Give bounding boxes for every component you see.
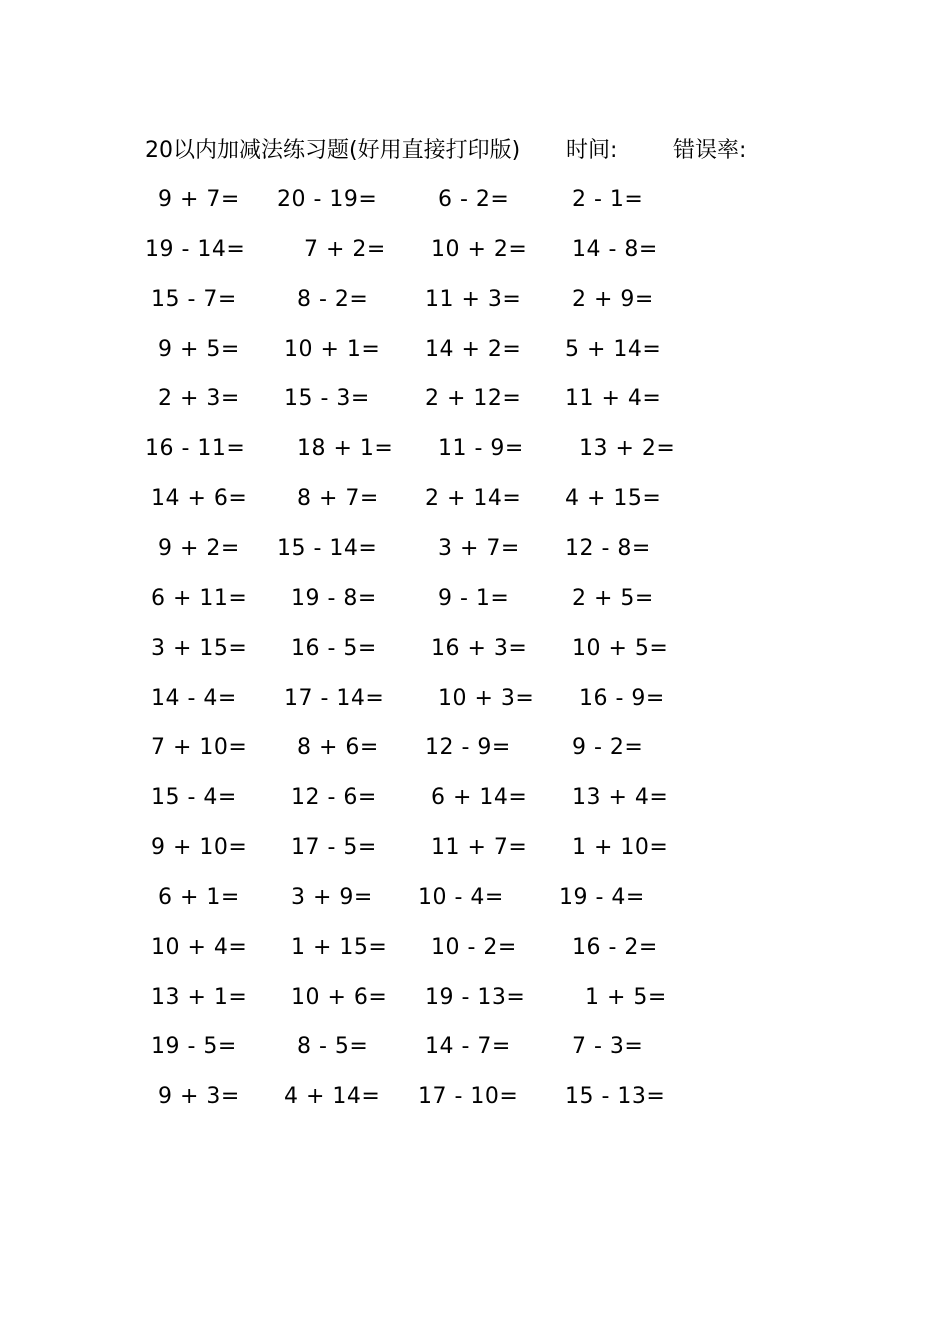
problem-row [0,382,950,416]
problem-cell: 9 + 5= [158,336,240,362]
error-rate-label: 错误率: [673,138,747,163]
problem-cell: 6 + 14= [431,785,528,811]
problem-cell: 16 - 2= [572,934,658,960]
problem-cell: 15 - 14= [277,535,378,561]
problem-row [0,233,950,267]
problem-row [0,1080,950,1114]
problem-cell: 10 + 6= [291,984,388,1010]
problem-row [0,981,950,1015]
problem-cell: 16 - 9= [579,685,665,711]
problem-cell: 17 - 10= [418,1084,519,1110]
problem-row [0,931,950,965]
problem-cell: 10 + 5= [572,635,669,661]
problem-cell: 13 + 1= [151,984,248,1010]
problem-cell: 19 - 14= [145,236,246,262]
problem-row [0,831,950,865]
problem-cell: 18 + 1= [297,436,394,462]
problem-cell: 12 - 6= [291,785,377,811]
problem-row [0,682,950,716]
problem-cell: 12 - 9= [425,735,511,761]
problem-cell: 9 + 10= [151,835,248,861]
problem-cell: 5 + 14= [565,336,662,362]
problem-cell: 1 + 10= [572,835,669,861]
problem-cell: 14 - 4= [151,685,237,711]
problem-cell: 20 - 19= [277,187,378,212]
problem-cell: 2 + 3= [158,386,240,412]
problem-cell: 6 + 1= [158,884,240,910]
problem-cell: 19 - 13= [425,984,526,1010]
problem-row [0,333,950,367]
worksheet-title: 20以内加减法练习题(好用直接打印版) [145,138,521,163]
problem-cell: 9 + 7= [158,187,240,212]
problem-row [0,283,950,317]
problem-cell: 10 + 2= [431,236,528,262]
problem-cell: 16 - 5= [291,635,377,661]
problem-cell: 9 - 1= [438,585,510,611]
problem-row [0,482,950,516]
problem-cell: 4 + 15= [565,486,662,512]
problem-cell: 8 - 5= [297,1034,369,1060]
problem-cell: 15 - 4= [151,785,237,811]
problem-cell: 10 + 4= [151,934,248,960]
problem-cell: 13 + 4= [572,785,669,811]
problem-cell: 16 - 11= [145,436,246,462]
problem-row [0,731,950,765]
problem-cell: 9 + 3= [158,1084,240,1110]
problem-row [0,532,950,566]
problem-cell: 3 + 15= [151,635,248,661]
problem-cell: 7 - 3= [572,1034,644,1060]
problem-cell: 11 + 7= [431,835,528,861]
problem-cell: 10 - 2= [431,934,517,960]
problem-row [0,1030,950,1064]
problem-cell: 14 + 6= [151,486,248,512]
problem-cell: 7 + 2= [304,236,386,262]
problem-cell: 11 - 9= [438,436,524,462]
problem-cell: 19 - 5= [151,1034,237,1060]
problem-cell: 8 - 2= [297,286,369,312]
problem-cell: 19 - 4= [559,884,645,910]
problem-cell: 7 + 10= [151,735,248,761]
problem-cell: 1 + 5= [585,984,667,1010]
problem-cell: 14 - 7= [425,1034,511,1060]
problem-cell: 10 - 4= [418,884,504,910]
problem-cell: 11 + 4= [565,386,662,412]
problem-cell: 8 + 7= [297,486,379,512]
problem-row [0,781,950,815]
problem-cell: 17 - 14= [284,685,385,711]
problem-cell: 2 - 1= [572,187,644,212]
problem-cell: 13 + 2= [579,436,676,462]
problem-cell: 3 + 9= [291,884,373,910]
problem-row [0,582,950,616]
problem-cell: 11 + 3= [425,286,522,312]
problem-cell: 2 + 12= [425,386,522,412]
problem-cell: 17 - 5= [291,835,377,861]
problem-cell: 3 + 7= [438,535,520,561]
problem-row [0,632,950,666]
problem-cell: 10 + 1= [284,336,381,362]
problem-cell: 14 - 8= [572,236,658,262]
problem-cell: 8 + 6= [297,735,379,761]
time-label: 时间: [566,138,618,163]
problem-cell: 2 + 14= [425,486,522,512]
problem-row [0,183,950,217]
problem-cell: 19 - 8= [291,585,377,611]
problem-row [0,881,950,915]
problem-cell: 15 - 7= [151,286,237,312]
problem-cell: 6 + 11= [151,585,248,611]
problem-cell: 9 - 2= [572,735,644,761]
problem-cell: 16 + 3= [431,635,528,661]
problem-cell: 6 - 2= [438,187,510,212]
problem-cell: 1 + 15= [291,934,388,960]
problem-cell: 15 - 3= [284,386,370,412]
problem-cell: 2 + 9= [572,286,654,312]
problem-cell: 2 + 5= [572,585,654,611]
problem-cell: 9 + 2= [158,535,240,561]
problem-row [0,432,950,466]
problem-cell: 12 - 8= [565,535,651,561]
problem-cell: 15 - 13= [565,1084,666,1110]
problem-cell: 4 + 14= [284,1084,381,1110]
problem-cell: 14 + 2= [425,336,522,362]
problem-cell: 10 + 3= [438,685,535,711]
